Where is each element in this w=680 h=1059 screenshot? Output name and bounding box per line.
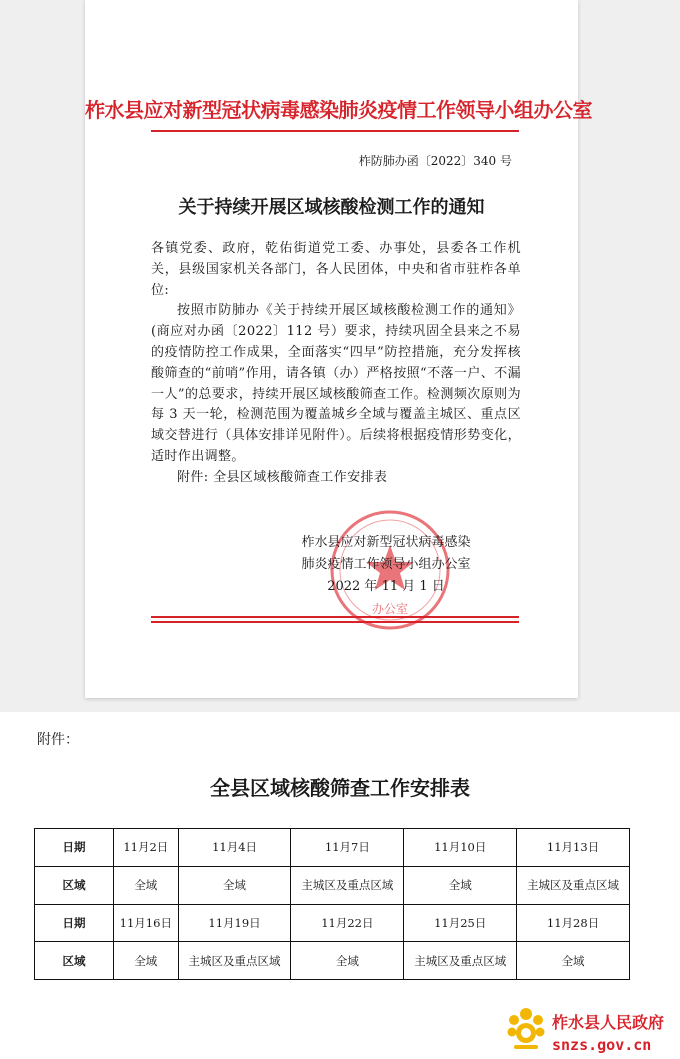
site-name: 柞水县人民政府 [552, 1013, 665, 1032]
row-header-area: 区域 [35, 942, 114, 980]
schedule-table [34, 828, 630, 980]
table-cell: 11月10日 [404, 829, 517, 867]
footer-red-rule-1 [151, 616, 519, 618]
seal-text: 办公室 [371, 602, 409, 616]
recipients: 各镇党委、政府，乾佑街道党工委、办事处，县委各工作机关，县级国家机关各部门，各人民团体，中央和省市驻柞各单位: [151, 241, 521, 298]
table-cell: 全域 [404, 866, 517, 904]
header-red-rule [151, 130, 519, 132]
table-row [35, 866, 630, 904]
row-header-date: 日期 [35, 829, 114, 867]
table-cell: 全域 [114, 866, 179, 904]
table-cell: 11月25日 [404, 904, 517, 942]
issue-date: 2022 年 11 月 1 日 [327, 579, 445, 594]
row-header-date: 日期 [35, 904, 114, 942]
table-row [35, 942, 630, 980]
notice-document [85, 0, 592, 698]
attachment-line: 附件: 全县区域核酸筛查工作安排表 [177, 469, 388, 485]
schedule-table-title: 全县区域核酸筛查工作安排表 [210, 776, 470, 800]
government-logo-icon [505, 1005, 547, 1051]
table-cell: 主城区及重点区域 [178, 942, 291, 980]
table-cell: 11月4日 [178, 829, 291, 867]
row-header-area: 区域 [35, 866, 114, 904]
signature-block [291, 532, 481, 598]
signature-line-2: 肺炎疫情工作领导小组办公室 [301, 557, 471, 572]
table-cell: 主城区及重点区域 [404, 942, 517, 980]
table-cell: 全域 [114, 942, 179, 980]
table-cell: 11月7日 [291, 829, 404, 867]
site-url: snzs.gov.cn [552, 1036, 652, 1054]
main-paragraph: 按照市防肺办《关于持续开展区域核酸检测工作的通知》(商应对办函〔2022〕112 号）要求，持续巩固全县来之不易的疫情防控工作成果，全面落实“四早”防控措施，充分发挥核酸筛查的“前哨”作用，请各镇（办）严格按照“不落一户、不漏一人”的总要求，持续开展区域核酸筛查工作。检测频次原则为每 3 天一轮，检测范围为覆盖城乡全域与覆盖主城区、重点区域交替进行（具体安排详见附件）。后续将根据疫情形势变化，适时作出调整。 [151, 303, 521, 464]
table-cell: 全域 [291, 942, 404, 980]
table-cell: 11月2日 [114, 829, 179, 867]
notice-body [151, 239, 521, 489]
attachment-label: 附件： [37, 732, 79, 748]
table-row [35, 829, 630, 867]
table-cell: 主城区及重点区域 [291, 866, 404, 904]
document-number: 柞防肺办函〔2022〕340 号 [358, 154, 512, 168]
table-cell: 11月22日 [291, 904, 404, 942]
table-cell: 主城区及重点区域 [517, 866, 630, 904]
table-row [35, 904, 630, 942]
footer-red-rule-2 [151, 621, 519, 623]
table-cell: 11月19日 [178, 904, 291, 942]
notice-title: 关于持续开展区域核酸检测工作的通知 [178, 197, 485, 218]
issuing-office-header: 柞水县应对新型冠状病毒感染肺炎疫情工作领导小组办公室 [85, 98, 592, 122]
table-cell: 11月28日 [517, 904, 630, 942]
signature-line-1: 柞水县应对新型冠状病毒感染 [301, 535, 471, 550]
table-cell: 11月13日 [517, 829, 630, 867]
table-cell: 11月16日 [114, 904, 179, 942]
table-cell: 全域 [178, 866, 291, 904]
table-cell: 全域 [517, 942, 630, 980]
